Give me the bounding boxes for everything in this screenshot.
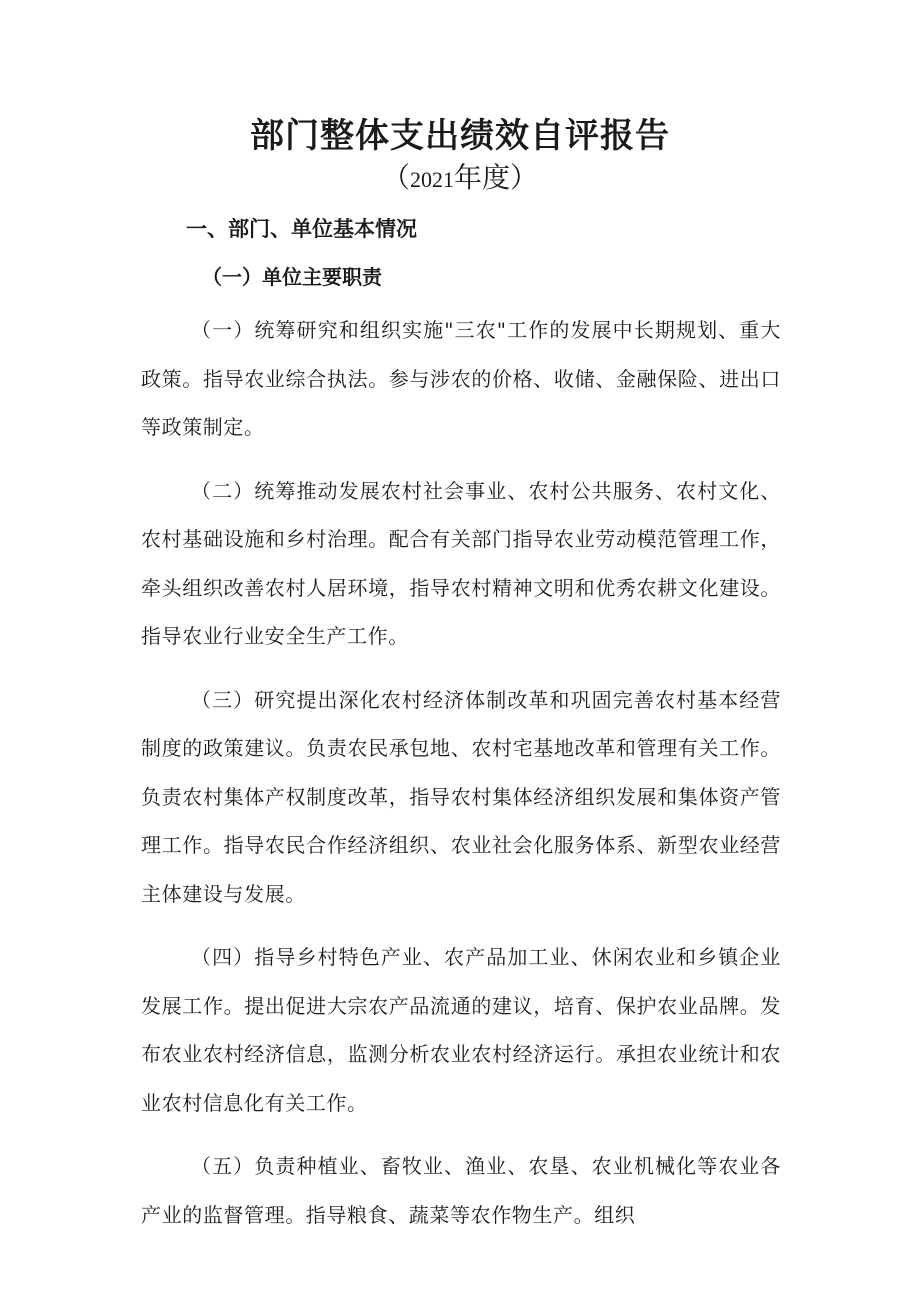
paragraph-2: （二）统筹推动发展农村社会事业、农村公共服务、农村文化、农村基础设施和乡村治理。配合有关部门指导农业劳动模范管理工作，牵头组织改善农村人居环境，指导农村精神文明和优秀农耕文化建设。指导农业行业安全生产工作。 — [141, 478, 781, 648]
paragraph-1: （一）统筹研究和组织实施"三农"工作的发展中长期规划、重大政策。指导农业综合执法。参与涉农的价格、收储、金融保险、进出口等政策制定。 — [141, 318, 781, 439]
paragraph-4: （四）指导乡村特色产业、农产品加工业、休闲农业和乡镇企业发展工作。提出促进大宗农产品流通的建议，培育、保护农业品牌。发布农业农村经济信息，监测分析农业农村经济运行。承担农业统计和农业农村信息化有关工作。 — [141, 945, 781, 1115]
subtitle-year: 2021 — [410, 167, 454, 192]
paragraph-5: （五）负责种植业、畜牧业、渔业、农垦、农业机械化等农业各产业的监督管理。指导粮食、蔬菜等农作物生产。组织 — [141, 1154, 781, 1227]
paragraph-3: （三）研究提出深化农村经济体制改革和巩固完善农村基本经营制度的政策建议。负责农民承包地、农村宅基地改革和管理有关工作。负责农村集体产权制度改革，指导农村集体经济组织发展和集体资产管理工作。指导农民合作经济组织、农业社会化服务体系、新型农业经营主体建设与发展。 — [141, 687, 781, 906]
subsection-heading: （一）单位主要职责 — [202, 265, 382, 289]
document-body — [141, 306, 781, 1254]
subtitle-open-paren: （ — [381, 161, 410, 194]
document-title: 部门整体支出绩效自评报告 — [250, 116, 670, 156]
section-heading: 一、部门、单位基本情况 — [186, 217, 417, 241]
subtitle-rest: 年度） — [454, 161, 539, 194]
document-subtitle — [0, 158, 920, 200]
